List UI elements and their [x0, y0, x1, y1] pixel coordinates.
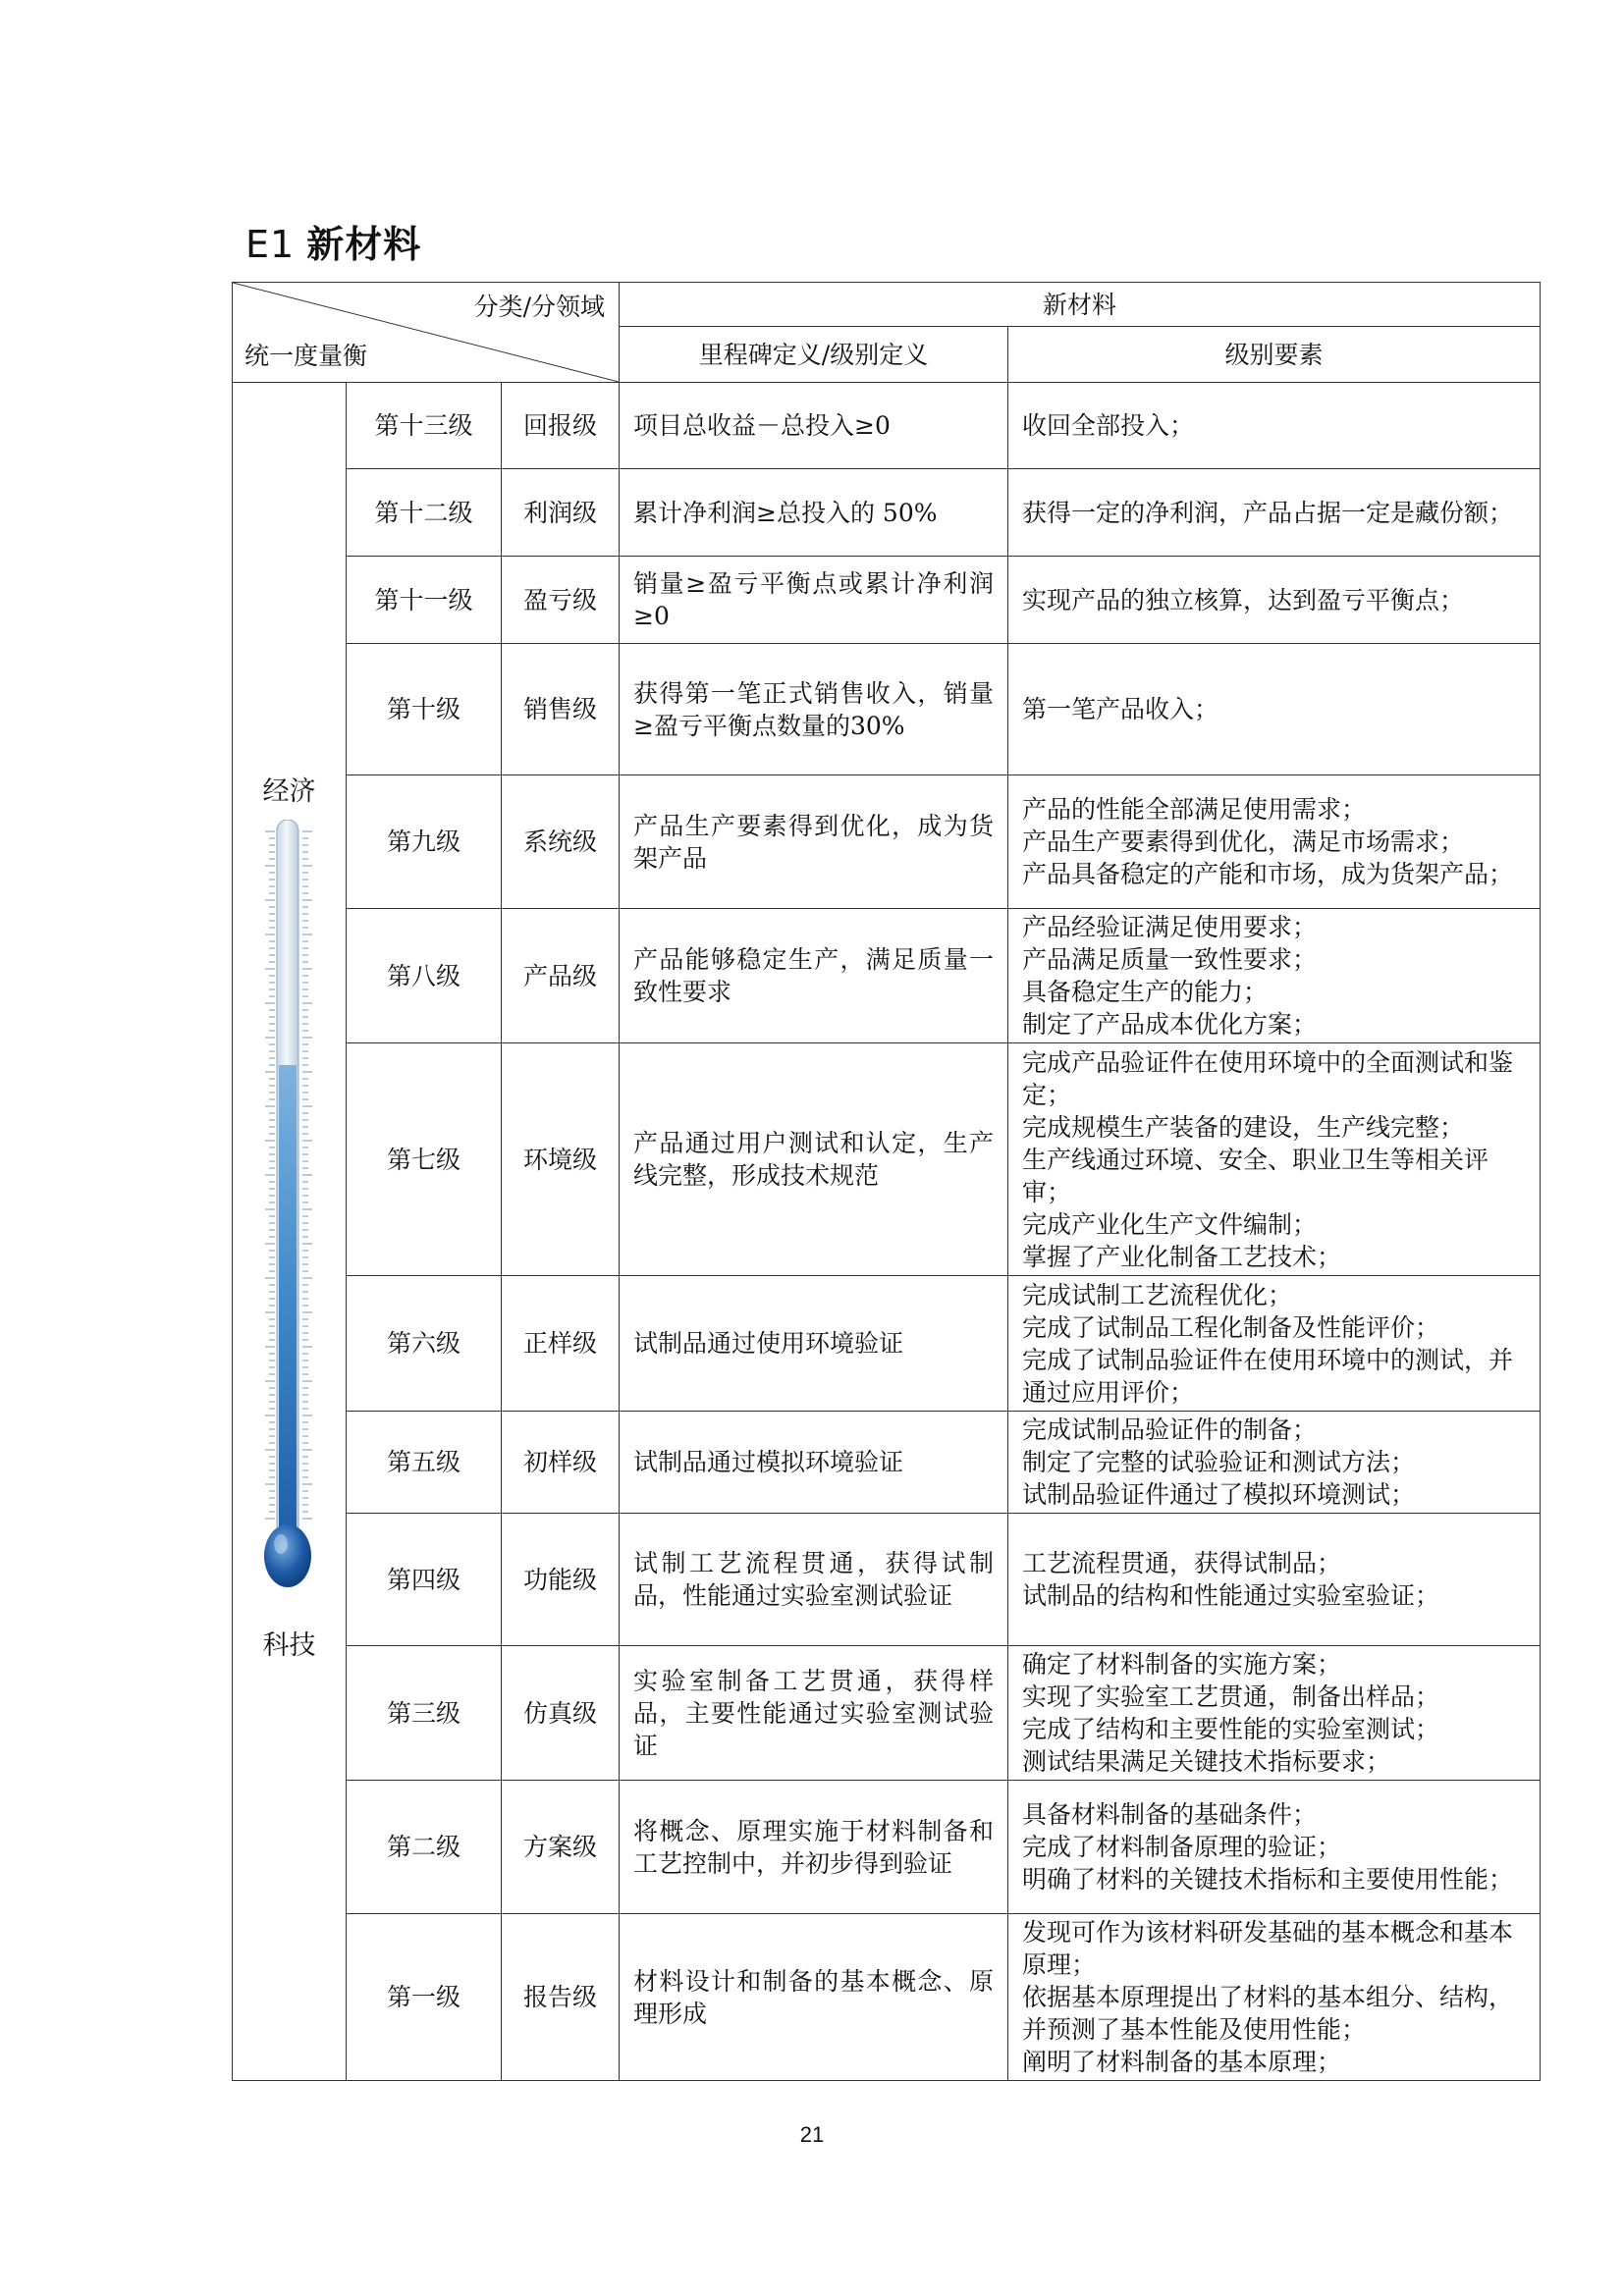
definition-cell: 将概念、原理实施于材料制备和工艺控制中，并初步得到验证 [620, 1781, 1008, 1914]
definition-cell: 实验室制备工艺贯通，获得样品，主要性能通过实验室测试验证 [620, 1646, 1008, 1781]
elements-cell [1008, 1276, 1541, 1412]
level-cell: 第十二级 [347, 469, 502, 557]
table-row [233, 383, 1541, 469]
definition-cell: 试制工艺流程贯通，获得试制品，性能通过实验室测试验证 [620, 1514, 1008, 1646]
section-code: E1 [245, 223, 296, 266]
element-line: 实现产品的独立核算，达到盈亏平衡点； [1022, 585, 1465, 614]
level-name-cell: 产品级 [502, 909, 620, 1043]
elements-cell [1008, 1043, 1541, 1276]
gauge-bottom-label: 科技 [262, 1630, 316, 1661]
element-line: 第一笔产品收入； [1022, 695, 1219, 723]
maturity-table [232, 282, 1541, 2081]
level-cell: 第三级 [347, 1646, 502, 1781]
section-name: 新材料 [306, 223, 422, 266]
element-line: 发现可作为该材料研发基础的基本概念和基本原理； [1022, 1918, 1514, 1979]
element-line: 完成了试制品工程化制备及性能评价； [1022, 1312, 1440, 1342]
elements-cell [1008, 469, 1541, 557]
element-line: 产品的性能全部满足使用需求； [1022, 795, 1367, 824]
element-line: 完成规模生产装备的建设，生产线完整； [1022, 1112, 1465, 1142]
level-cell: 第十三级 [347, 383, 502, 469]
level-name-cell: 系统级 [502, 775, 620, 909]
element-line: 产品经验证满足使用要求； [1022, 913, 1318, 941]
elements-cell [1008, 383, 1541, 469]
level-cell: 第九级 [347, 775, 502, 909]
element-line: 完成了结构和主要性能的实验室测试； [1022, 1715, 1440, 1743]
section-title [245, 214, 421, 268]
element-line: 测试结果满足关键技术指标要求； [1022, 1747, 1391, 1776]
element-line: 制定了完整的试验验证和测试方法； [1022, 1448, 1416, 1476]
element-line: 产品满足质量一致性要求； [1022, 945, 1318, 974]
header-measure-label: 统一度量衡 [244, 342, 368, 370]
table-row [233, 469, 1541, 557]
elements-cell [1008, 1412, 1541, 1514]
table-row [233, 644, 1541, 775]
level-name-cell: 报告级 [502, 1914, 620, 2081]
level-name-cell: 正样级 [502, 1276, 620, 1412]
table-row [233, 557, 1541, 644]
level-cell: 第七级 [347, 1043, 502, 1276]
level-name-cell: 销售级 [502, 644, 620, 775]
element-line: 获得一定的净利润，产品占据一定是藏份额； [1022, 498, 1514, 527]
elements-cell [1008, 644, 1541, 775]
level-name-cell: 初样级 [502, 1412, 620, 1514]
gauge-top-label: 经济 [262, 776, 316, 807]
level-name-cell: 仿真级 [502, 1646, 620, 1781]
element-line: 完成了材料制备原理的验证； [1022, 1833, 1342, 1861]
element-line: 收回全部投入； [1022, 411, 1195, 440]
level-name-cell: 回报级 [502, 383, 620, 469]
definition-cell: 项目总收益－总投入≥0 [620, 383, 1008, 469]
definition-cell: 获得第一笔正式销售收入，销量≥盈亏平衡点数量的30% [620, 644, 1008, 775]
element-line: 试制品验证件通过了模拟环境测试； [1022, 1480, 1416, 1509]
element-line: 完成试制工艺流程优化； [1022, 1280, 1293, 1309]
definition-cell: 产品能够稳定生产，满足质量一致性要求 [620, 909, 1008, 1043]
definition-cell: 试制品通过使用环境验证 [620, 1276, 1008, 1412]
element-line: 明确了材料的关键技术指标和主要使用性能； [1022, 1865, 1514, 1894]
element-line: 完成产业化生产文件编制； [1022, 1209, 1318, 1239]
table-row [233, 775, 1541, 909]
definition-cell: 销量≥盈亏平衡点或累计净利润≥0 [620, 557, 1008, 644]
elements-cell [1008, 909, 1541, 1043]
level-cell: 第十级 [347, 644, 502, 775]
element-line: 产品具备稳定的产能和市场，成为货架产品； [1022, 860, 1514, 888]
element-line: 完成产品验证件在使用环境中的全面测试和鉴定； [1022, 1047, 1514, 1109]
table-row [233, 1412, 1541, 1514]
definition-cell: 材料设计和制备的基本概念、原理形成 [620, 1914, 1008, 2081]
level-cell: 第一级 [347, 1914, 502, 2081]
level-cell: 第五级 [347, 1412, 502, 1514]
element-line: 产品生产要素得到优化，满足市场需求； [1022, 828, 1465, 856]
element-line: 完成了试制品验证件在使用环境中的测试，并通过应用评价； [1022, 1345, 1514, 1407]
table-row [233, 1276, 1541, 1412]
page-number: 21 [799, 2122, 825, 2147]
table-row [233, 1043, 1541, 1276]
element-line: 工艺流程贯通，获得试制品； [1022, 1549, 1342, 1577]
definition-cell: 试制品通过模拟环境验证 [620, 1412, 1008, 1514]
element-line: 试制品的结构和性能通过实验室验证； [1022, 1581, 1440, 1610]
element-line: 实现了实验室工艺贯通，制备出样品； [1022, 1682, 1440, 1711]
elements-cell [1008, 1914, 1541, 2081]
elements-cell [1008, 1514, 1541, 1646]
level-cell: 第六级 [347, 1276, 502, 1412]
level-cell: 第四级 [347, 1514, 502, 1646]
element-line: 确定了材料制备的实施方案； [1022, 1650, 1342, 1679]
definition-cell: 产品通过用户测试和认定，生产线完整，形成技术规范 [620, 1043, 1008, 1276]
element-line: 依据基本原理提出了材料的基本组分、结构，并预测了基本性能及使用性能； [1022, 1983, 1514, 2044]
element-line: 掌握了产业化制备工艺技术； [1022, 1242, 1342, 1271]
definition-cell: 累计净利润≥总投入的 50% [620, 469, 1008, 557]
table-row [233, 1514, 1541, 1646]
level-cell: 第二级 [347, 1781, 502, 1914]
gauge-cell [233, 383, 347, 2081]
level-name-cell: 功能级 [502, 1514, 620, 1646]
header-elements: 级别要素 [1008, 327, 1541, 383]
header-domain: 新材料 [620, 283, 1541, 327]
level-name-cell: 盈亏级 [502, 557, 620, 644]
level-cell: 第十一级 [347, 557, 502, 644]
definition-cell: 产品生产要素得到优化，成为货架产品 [620, 775, 1008, 909]
elements-cell [1008, 557, 1541, 644]
elements-cell [1008, 775, 1541, 909]
element-line: 制定了产品成本优化方案； [1022, 1010, 1318, 1039]
header-definition: 里程碑定义/级别定义 [620, 327, 1008, 383]
header-category-label: 分类/分领域 [473, 293, 606, 321]
elements-cell [1008, 1781, 1541, 1914]
element-line: 完成试制品验证件的制备； [1022, 1415, 1318, 1444]
element-line: 具备稳定生产的能力； [1022, 978, 1269, 1006]
level-name-cell: 方案级 [502, 1781, 620, 1914]
table-row [233, 1646, 1541, 1781]
thermometer-icon [259, 820, 322, 1615]
header-corner-cell [233, 283, 620, 383]
elements-cell [1008, 1646, 1541, 1781]
level-cell: 第八级 [347, 909, 502, 1043]
element-line: 生产线通过环境、安全、职业卫生等相关评审； [1022, 1145, 1489, 1206]
table-row [233, 1781, 1541, 1914]
level-name-cell: 利润级 [502, 469, 620, 557]
level-name-cell: 环境级 [502, 1043, 620, 1276]
table-row [233, 909, 1541, 1043]
element-line: 阐明了材料制备的基本原理； [1022, 2048, 1342, 2076]
element-line: 具备材料制备的基础条件； [1022, 1800, 1318, 1829]
table-row [233, 1914, 1541, 2081]
